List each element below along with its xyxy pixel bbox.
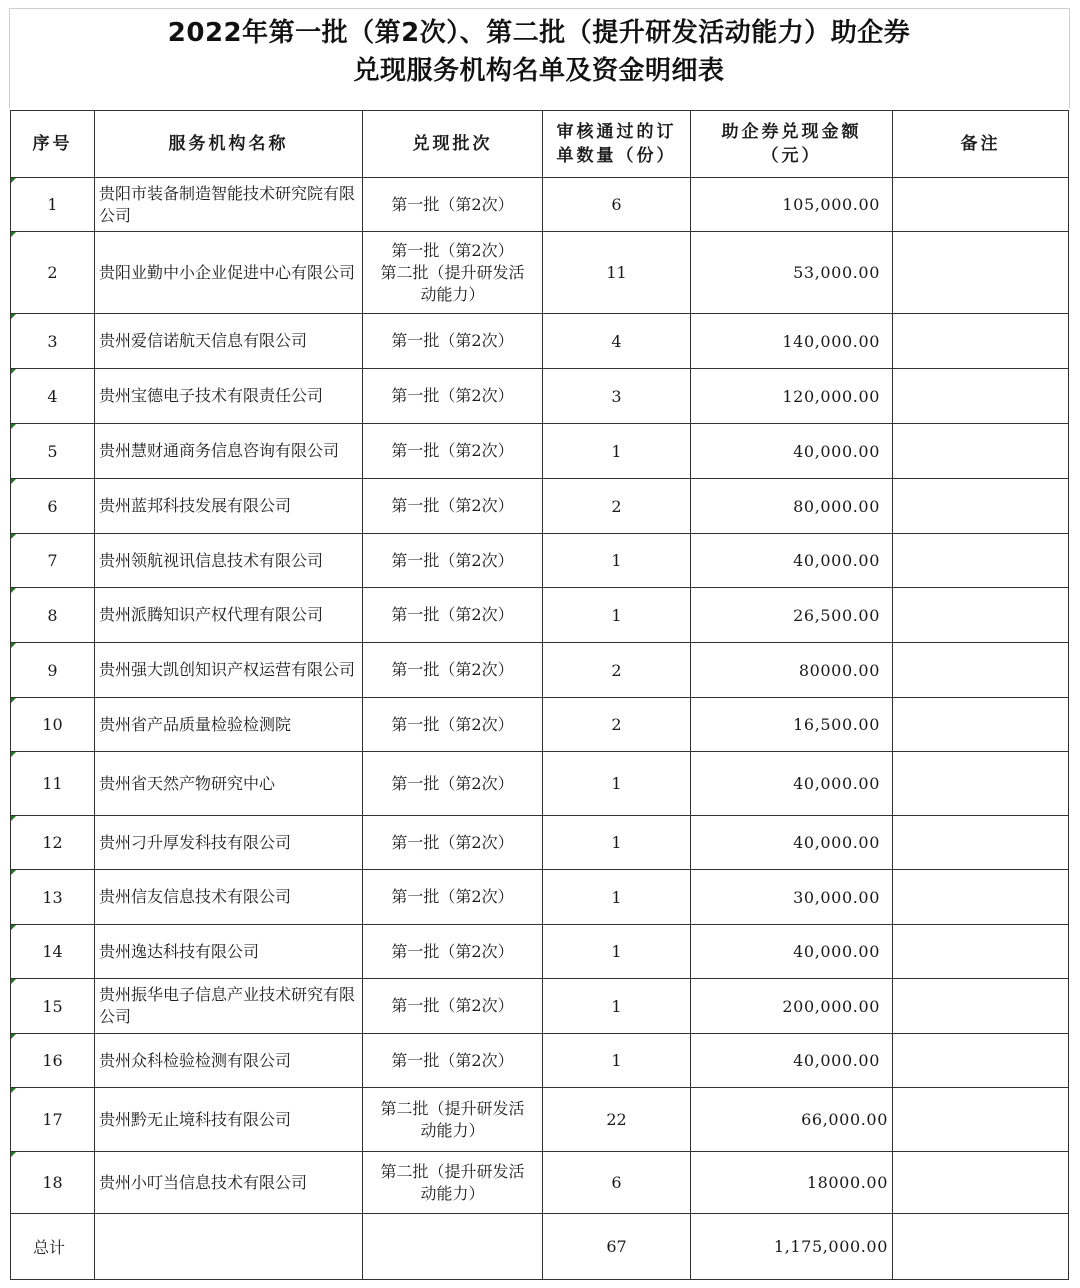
row-count: 1 [543, 870, 691, 925]
row-count: 2 [543, 698, 691, 752]
row-org-name: 贵州小叮当信息技术有限公司 [95, 1152, 363, 1214]
row-note [893, 232, 1069, 314]
row-org-name: 贵州刁升厚发科技有限公司 [95, 816, 363, 870]
table-row [11, 1034, 1069, 1088]
total-row [11, 1214, 1069, 1280]
header-count [543, 111, 691, 178]
title-line-1: 2022年第一批（第2次）、第二批（提升研发活动能力）助企券 [167, 18, 911, 48]
row-batch-line: 第一批（第2次） [391, 1050, 514, 1070]
table-row [11, 534, 1069, 588]
row-batch-line: 第一批（第2次） [391, 194, 514, 214]
row-seq: 6 [11, 479, 95, 534]
row-batch [363, 369, 543, 424]
row-note [893, 369, 1069, 424]
table-row [11, 369, 1069, 424]
row-batch [363, 232, 543, 314]
row-amount: 105,000.00 [691, 178, 893, 232]
row-amount: 80,000.00 [691, 479, 893, 534]
row-note [893, 752, 1069, 816]
row-batch-line: 第一批（第2次） [391, 660, 514, 679]
row-batch-line: 第一批（第2次） [391, 331, 514, 350]
row-amount: 80000.00 [691, 643, 893, 698]
row-count: 1 [543, 925, 691, 979]
header-org: 服务机构名称 [95, 111, 363, 178]
row-org-name: 贵阳业勤中小企业促进中心有限公司 [95, 232, 363, 314]
header-amount [691, 111, 893, 178]
row-note [893, 1152, 1069, 1214]
row-note [893, 816, 1069, 870]
row-batch-line: 第一批（第2次） [391, 386, 514, 405]
row-batch-line: 第二批（提升研发活 [380, 262, 525, 282]
row-batch [363, 1034, 543, 1088]
row-note [893, 643, 1069, 698]
row-batch-line: 动能力） [420, 1120, 485, 1140]
row-amount: 30,000.00 [691, 870, 893, 925]
header-amount-line1: 助企券兑现金额 [721, 122, 862, 142]
row-count: 1 [543, 752, 691, 816]
row-note [893, 979, 1069, 1034]
row-batch-line: 第一批（第2次） [391, 773, 514, 793]
title-frame-right [1069, 8, 1070, 108]
row-seq: 14 [11, 925, 95, 979]
row-amount: 53,000.00 [691, 232, 893, 314]
row-batch [363, 870, 543, 925]
row-batch [363, 643, 543, 698]
row-batch [363, 534, 543, 588]
row-org-name: 贵州省天然产物研究中心 [95, 752, 363, 816]
row-org-name: 贵州蓝邦科技发展有限公司 [95, 479, 363, 534]
title-line-2: 兑现服务机构名单及资金明细表 [353, 56, 725, 86]
row-seq: 7 [11, 534, 95, 588]
row-amount: 40,000.00 [691, 816, 893, 870]
total-label: 总计 [11, 1214, 95, 1280]
row-batch-line: 第一批（第2次） [391, 832, 514, 852]
header-seq: 序号 [11, 111, 95, 178]
row-org-name: 贵州慧财通商务信息咨询有限公司 [95, 424, 363, 479]
row-seq: 11 [11, 752, 95, 816]
row-org-name: 贵州宝德电子技术有限责任公司 [95, 369, 363, 424]
row-amount: 40,000.00 [691, 534, 893, 588]
table-row [11, 424, 1069, 479]
row-count: 6 [543, 178, 691, 232]
row-count: 3 [543, 369, 691, 424]
row-seq: 16 [11, 1034, 95, 1088]
table-row [11, 479, 1069, 534]
row-batch [363, 752, 543, 816]
row-batch [363, 314, 543, 369]
row-seq: 3 [11, 314, 95, 369]
row-batch [363, 479, 543, 534]
row-batch-line: 第一批（第2次） [391, 887, 514, 906]
table-row [11, 232, 1069, 314]
header-batch: 兑现批次 [363, 111, 543, 178]
row-note [893, 424, 1069, 479]
table-row [11, 588, 1069, 643]
table-row [11, 979, 1069, 1034]
row-batch-line: 第一批（第2次） [391, 941, 514, 961]
row-org-name: 贵州信友信息技术有限公司 [95, 870, 363, 925]
total-batch-empty [363, 1214, 543, 1280]
row-org-name: 贵州黔无止境科技有限公司 [95, 1088, 363, 1152]
row-org-name: 贵州振华电子信息产业技术研究有限公司 [95, 979, 363, 1034]
row-amount: 18000.00 [691, 1152, 893, 1214]
table-row [11, 1152, 1069, 1214]
row-batch-line: 第一批（第2次） [391, 714, 514, 734]
row-amount: 26,500.00 [691, 588, 893, 643]
document-title [10, 14, 1068, 106]
table-body [11, 178, 1069, 1214]
row-count: 2 [543, 479, 691, 534]
table-row [11, 870, 1069, 925]
row-amount: 200,000.00 [691, 979, 893, 1034]
row-batch [363, 1088, 543, 1152]
row-note [893, 925, 1069, 979]
row-count: 1 [543, 424, 691, 479]
row-org-name: 贵阳市装备制造智能技术研究院有限公司 [95, 178, 363, 232]
row-amount: 140,000.00 [691, 314, 893, 369]
row-note [893, 1034, 1069, 1088]
row-batch [363, 1152, 543, 1214]
row-batch [363, 979, 543, 1034]
row-amount: 40,000.00 [691, 424, 893, 479]
row-org-name: 贵州众科检验检测有限公司 [95, 1034, 363, 1088]
table-row [11, 314, 1069, 369]
row-note [893, 534, 1069, 588]
funding-table [10, 110, 1069, 1280]
row-count: 11 [543, 232, 691, 314]
row-amount: 40,000.00 [691, 1034, 893, 1088]
row-org-name: 贵州省产品质量检验检测院 [95, 698, 363, 752]
total-org-empty [95, 1214, 363, 1280]
row-batch-line: 第二批（提升研发活 [380, 1098, 525, 1118]
total-count: 67 [543, 1214, 691, 1280]
row-count: 1 [543, 816, 691, 870]
row-seq: 17 [11, 1088, 95, 1152]
row-seq: 2 [11, 232, 95, 314]
row-note [893, 314, 1069, 369]
row-seq: 15 [11, 979, 95, 1034]
row-batch-line: 动能力） [420, 284, 485, 304]
row-count: 1 [543, 588, 691, 643]
row-seq: 13 [11, 870, 95, 925]
row-note [893, 588, 1069, 643]
row-seq: 8 [11, 588, 95, 643]
row-count: 6 [543, 1152, 691, 1214]
row-batch-line: 第一批（第2次） [391, 550, 514, 570]
row-count: 22 [543, 1088, 691, 1152]
table-header-row [11, 111, 1069, 178]
row-count: 1 [543, 1034, 691, 1088]
row-seq: 9 [11, 643, 95, 698]
row-amount: 40,000.00 [691, 925, 893, 979]
row-batch-line: 第二批（提升研发活 [380, 1161, 525, 1181]
table-row [11, 1088, 1069, 1152]
table-row [11, 925, 1069, 979]
row-count: 1 [543, 534, 691, 588]
row-org-name: 贵州逸达科技有限公司 [95, 925, 363, 979]
row-batch [363, 925, 543, 979]
row-batch-line: 第一批（第2次） [391, 240, 514, 260]
row-batch-line: 第一批（第2次） [391, 605, 514, 624]
row-org-name: 贵州爱信诺航天信息有限公司 [95, 314, 363, 369]
table-row [11, 178, 1069, 232]
row-batch [363, 698, 543, 752]
row-note [893, 698, 1069, 752]
total-amount: 1,175,000.00 [691, 1214, 893, 1280]
row-batch-line: 第一批（第2次） [391, 996, 514, 1015]
title-frame-top [9, 8, 1069, 9]
row-org-name: 贵州派腾知识产权代理有限公司 [95, 588, 363, 643]
row-note [893, 178, 1069, 232]
row-batch-line: 动能力） [420, 1183, 485, 1203]
row-seq: 18 [11, 1152, 95, 1214]
row-batch [363, 424, 543, 479]
row-batch [363, 816, 543, 870]
row-seq: 12 [11, 816, 95, 870]
row-count: 1 [543, 979, 691, 1034]
row-org-name: 贵州强大凯创知识产权运营有限公司 [95, 643, 363, 698]
row-note [893, 870, 1069, 925]
row-batch-line: 第一批（第2次） [391, 441, 514, 460]
row-seq: 4 [11, 369, 95, 424]
row-note [893, 479, 1069, 534]
row-seq: 1 [11, 178, 95, 232]
row-count: 4 [543, 314, 691, 369]
header-note: 备注 [893, 111, 1069, 178]
row-batch [363, 178, 543, 232]
row-amount: 16,500.00 [691, 698, 893, 752]
header-amount-line2: （元） [761, 146, 822, 166]
row-amount: 40,000.00 [691, 752, 893, 816]
row-seq: 10 [11, 698, 95, 752]
row-note [893, 1088, 1069, 1152]
row-batch-line: 第一批（第2次） [391, 496, 514, 515]
table-row [11, 698, 1069, 752]
row-batch [363, 588, 543, 643]
total-note-empty [893, 1214, 1069, 1280]
header-count-line1: 审核通过的订 [556, 122, 677, 142]
table-row [11, 643, 1069, 698]
row-amount: 66,000.00 [691, 1088, 893, 1152]
row-count: 2 [543, 643, 691, 698]
table-row [11, 752, 1069, 816]
row-seq: 5 [11, 424, 95, 479]
table-row [11, 816, 1069, 870]
row-org-name: 贵州领航视讯信息技术有限公司 [95, 534, 363, 588]
row-amount: 120,000.00 [691, 369, 893, 424]
header-count-line2: 单数量（份） [556, 146, 677, 166]
